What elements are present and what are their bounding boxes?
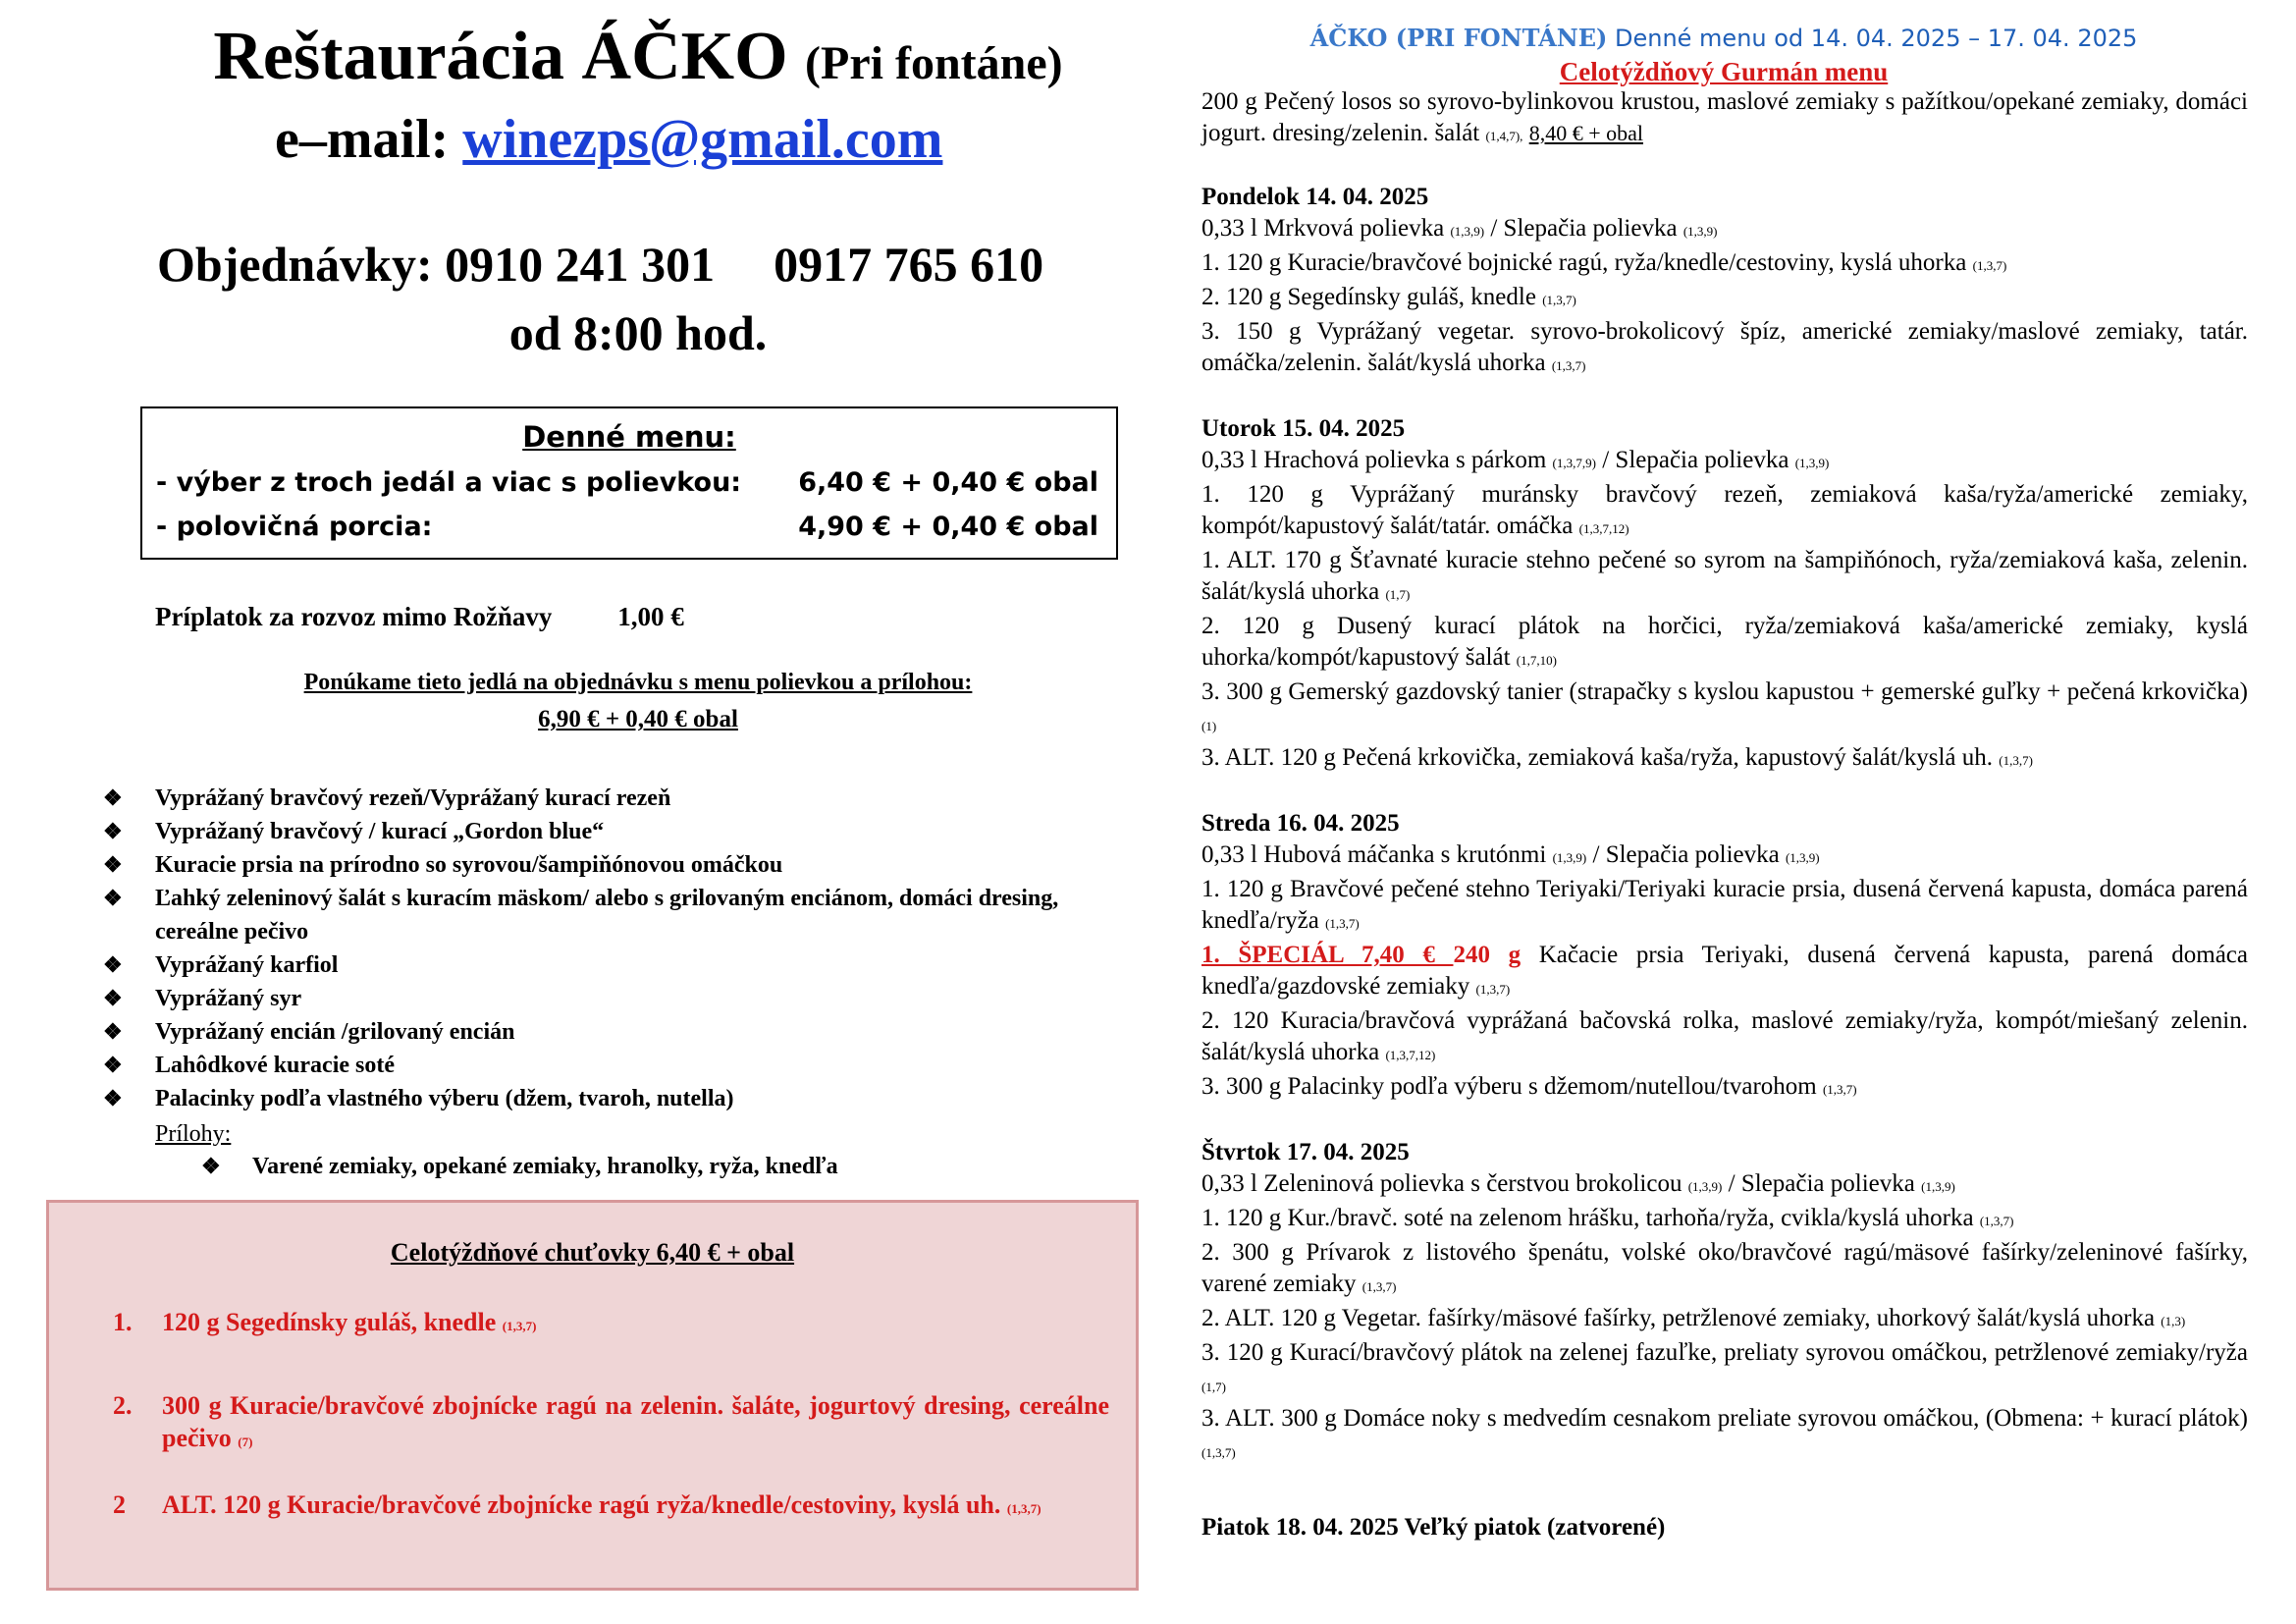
- diamond-bullet-icon: ❖: [201, 1154, 221, 1178]
- menu-line-text: 3. 120 g Kurací/bravčový plátok na zelenej fazuľke, preliaty syrovou omáčkou, petržlenové zemiaky/ryža: [1201, 1339, 2248, 1366]
- allergens: (1,4,7),: [1485, 129, 1523, 143]
- allergens: (7): [238, 1435, 253, 1449]
- menu-line: [1201, 1337, 2248, 1403]
- dish-item: [103, 1082, 1104, 1115]
- dish-name: Vyprážaný syr: [155, 986, 302, 1011]
- menu-line: [1201, 1237, 2248, 1303]
- menu-line-text: / Slepačia polievka: [1722, 1170, 1922, 1197]
- offer-price: 6,90 € + 0,40 € obal: [538, 706, 738, 732]
- menu-line: [1201, 839, 2248, 874]
- daily-menu-row-label: - výber z troch jedál a viac s polievkou:: [156, 467, 742, 498]
- allergens: (1,3,7): [1475, 982, 1511, 997]
- dish-name: Kuracie prsia na prírodno so syrovou/šampiňónovou omáčkou: [155, 852, 783, 878]
- restaurant-title: [0, 18, 1276, 96]
- diamond-bullet-icon: ❖: [103, 886, 123, 910]
- weekly-specials-heading: Celotýždňové chuťovky 6,40 € + obal: [390, 1238, 795, 1267]
- dish-name: Vyprážaný bravčový rezeň/Vyprážaný kurací rezeň: [155, 785, 671, 811]
- allergens: (1,3,9): [1794, 456, 1830, 470]
- menu-line: [1201, 611, 2248, 677]
- diamond-bullet-icon: ❖: [103, 819, 123, 843]
- weekly-specials-box: [46, 1200, 1139, 1591]
- weekly-item-name: ALT. 120 g Kuracie/bravčové zbojnícke ragú ryža/knedle/cestoviny, kyslá uh.: [162, 1490, 1001, 1519]
- menu-line-text: 2. 120 g Segedínsky guláš, knedle: [1201, 284, 1543, 310]
- special-label: 1. ŠPECIÁL 7,40 €: [1201, 942, 1454, 968]
- dish-name: Vyprážaný encián /grilovaný encián: [155, 1019, 515, 1045]
- allergens: (1): [1201, 719, 1217, 733]
- dish-item: [103, 982, 1104, 1015]
- day-title: Pondelok 14. 04. 2025: [1201, 184, 1429, 210]
- day-list: [1201, 182, 2248, 1469]
- orders-label: Objednávky:: [157, 237, 433, 292]
- allergens: (1,3,7): [1362, 1279, 1397, 1294]
- menu-line-text: 1. 120 g Kur./bravč. soté na zelenom hrášku, tarhoňa/ryža, cvikla/kyslá uhorka: [1201, 1205, 1980, 1231]
- menu-line: [1201, 479, 2248, 545]
- special-weight: 240 g: [1453, 942, 1522, 968]
- menu-line: [1201, 1303, 2248, 1337]
- day-section: [1201, 182, 2248, 382]
- menu-line-text: 2. ALT. 120 g Vegetar. fašírky/mäsové fašírky, petržlenové zemiaky, uhorkový šalát/kyslá uhorka: [1201, 1305, 2162, 1331]
- sides-label: Prílohy:: [155, 1121, 232, 1147]
- phone-number-1: 0910 241 301: [445, 237, 716, 292]
- diamond-bullet-icon: ❖: [103, 852, 123, 877]
- allergens: (1,3,7): [1979, 1214, 2014, 1228]
- restaurant-subtitle: (Pri fontáne): [805, 37, 1063, 89]
- allergens: (1,3,9): [1921, 1179, 1955, 1194]
- allergens: (1,3,9): [1450, 224, 1485, 239]
- sides-item: [201, 1154, 838, 1180]
- special-line: [1201, 940, 2248, 1005]
- dish-item: [103, 1049, 1104, 1082]
- allergens: (1,3,7,12): [1385, 1048, 1436, 1062]
- email-line: [275, 108, 942, 171]
- menu-line-text: 1. 120 g Kuracie/bravčové bojnické ragú, ryža/knedle/cestoviny, kyslá uhorka: [1201, 249, 1973, 276]
- allergens: (1,3,7): [1972, 258, 2007, 273]
- allergens: (1,3): [2161, 1314, 2186, 1328]
- day-title: Streda 16. 04. 2025: [1201, 810, 1400, 837]
- menu-line-text: 2. 120 Kuracia/bravčová vyprážaná bačovská rolka, maslové zemiaky/ryža, kompót/miešaný zelenin. šalát/kyslá uhorka: [1201, 1007, 2248, 1065]
- menu-line: [1201, 282, 2248, 316]
- menu-line: [1201, 1071, 2248, 1106]
- allergens: (1,3,9): [1682, 224, 1718, 239]
- diamond-bullet-icon: ❖: [103, 1019, 123, 1044]
- menu-line-text: 2. 300 g Prívarok z listového špenátu, volské oko/bravčové ragú/mäsové fašírky/zeleninové fašírky, varené zemiaky: [1201, 1239, 2248, 1297]
- dish-item: [103, 782, 1104, 815]
- menu-line-text: 1. ALT. 170 g Šťavnaté kuracie stehno pečené so syrom na šampiňónoch, ryža/zemiaková kaša, zelenin. šalát/kyslá uhorka: [1201, 547, 2248, 605]
- allergens: (1,3,7): [1201, 1445, 1236, 1460]
- daily-menu-row: [142, 512, 1116, 542]
- menu-line-text: 0,33 l Hrachová polievka s párkom: [1201, 447, 1553, 473]
- allergens: (1,3,9): [1687, 1179, 1723, 1194]
- dish-name: Lahôdkové kuracie soté: [155, 1053, 396, 1078]
- day-section: [1201, 808, 2248, 1106]
- allergens: (1,3,9): [1552, 850, 1587, 865]
- order-dish-list: [103, 782, 1104, 1115]
- menu-line: [1201, 1403, 2248, 1469]
- gourmet-text: 200 g Pečený losos so syrovo-bylinkovou krustou, maslové zemiaky s pažítkou/opekané zemiaky, domáci jogurt. dresing/zelenin. šalát: [1201, 88, 2248, 146]
- offer-text: Ponúkame tieto jedlá na objednávku s menu polievkou a prílohou:: [303, 670, 973, 695]
- gourmet-item: [1201, 86, 2248, 152]
- allergens: (1,7,10): [1516, 653, 1557, 668]
- weekly-item-name: 300 g Kuracie/bravčové zbojnícke ragú na zelenin. šaláte, jogurtový dresing, cereálne pečivo: [162, 1391, 1109, 1452]
- dish-name: Palacinky podľa vlastného výberu (džem, tvaroh, nutella): [155, 1086, 734, 1111]
- dish-name: Vyprážaný bravčový / kurací „Gordon blue“: [155, 819, 605, 844]
- menu-line: [1201, 742, 2248, 777]
- weekly-item-number: 2: [113, 1490, 126, 1519]
- phone-number-2: 0917 765 610: [774, 237, 1044, 292]
- menu-line-text: 1. 120 g Vyprážaný muránsky bravčový rezeň, zemiaková kaša/ryža/americké zemiaky, kompót/kapustový šalát/tatár. omáčka: [1201, 481, 2248, 539]
- menu-line-text: 3. ALT. 120 g Pečená krkovička, zemiaková kaša/ryža, kapustový šalát/kyslá uh.: [1201, 744, 2000, 771]
- diamond-bullet-icon: ❖: [103, 785, 123, 810]
- delivery-label: Príplatok za rozvoz mimo Rožňavy: [155, 602, 553, 631]
- weekly-item-number: 2.: [113, 1391, 133, 1420]
- daily-menu-row-price: 4,90 € + 0,40 € obal: [798, 512, 1098, 542]
- daily-menu-row-label: - polovičná porcia:: [156, 512, 433, 542]
- weekly-item-name: 120 g Segedínsky guláš, knedle: [162, 1308, 497, 1336]
- weekly-item-text: [162, 1389, 1109, 1458]
- daily-menu-heading: Denné menu:: [522, 420, 736, 454]
- menu-line: [1201, 874, 2248, 940]
- email-link[interactable]: winezps@gmail.com: [462, 109, 943, 170]
- daily-menu-row-price: 6,40 € + 0,40 € obal: [798, 467, 1098, 498]
- diamond-bullet-icon: ❖: [103, 1053, 123, 1077]
- dish-item: [103, 882, 1104, 948]
- menu-line-text: / Slepačia polievka: [1586, 841, 1786, 868]
- dish-item: [103, 1015, 1104, 1049]
- menu-line-text: 0,33 l Zeleninová polievka s čerstvou brokolicou: [1201, 1170, 1688, 1197]
- right-header: [1203, 24, 2244, 52]
- allergens: (1,3,7): [1822, 1082, 1857, 1097]
- day-title: Štvrtok 17. 04. 2025: [1201, 1139, 1410, 1165]
- gourmet-price: 8,40 € + obal: [1528, 121, 1643, 145]
- allergens: (1,3,9): [1785, 850, 1820, 865]
- diamond-bullet-icon: ❖: [103, 1086, 123, 1110]
- date-range: Denné menu od 14. 04. 2025 – 17. 04. 2025: [1607, 25, 2138, 52]
- menu-line: [1201, 1168, 2248, 1203]
- day-title: Utorok 15. 04. 2025: [1201, 415, 1406, 442]
- menu-line: [1201, 677, 2248, 742]
- email-label: e–mail:: [275, 109, 450, 170]
- dish-item: [103, 948, 1104, 982]
- menu-line-text: 2. 120 g Dusený kurací plátok na horčici, ryža/zemiaková kaša/americké zemiaky, kyslá uhorka/kompót/kapustový šalát: [1201, 613, 2248, 671]
- menu-line-text: 3. 300 g Palacinky podľa výberu s džemom/nutellou/tvarohom: [1201, 1073, 1823, 1100]
- closed-day: Piatok 18. 04. 2025 Veľký piatok (zatvorené): [1201, 1514, 1666, 1541]
- menu-line: [1201, 247, 2248, 282]
- menu-line-text: / Slepačia polievka: [1595, 447, 1795, 473]
- diamond-bullet-icon: ❖: [103, 986, 123, 1010]
- order-offer: [0, 670, 1276, 733]
- menu-line-text: / Slepačia polievka: [1484, 215, 1683, 242]
- diamond-bullet-icon: ❖: [103, 952, 123, 977]
- allergens: (1,3,7): [1999, 753, 2033, 768]
- day-section: [1201, 1137, 2248, 1469]
- menu-line: [1201, 545, 2248, 611]
- menu-line: [1201, 445, 2248, 479]
- allergens: (1,3,7): [1542, 293, 1576, 307]
- menu-line-text: Kačacie prsia Teriyaki, dusená červená kapusta, parená domáca knedľa/gazdovské zemiaky: [1201, 942, 2248, 1000]
- daily-menu-box: [140, 406, 1118, 560]
- menu-line: [1201, 316, 2248, 382]
- dish-name: Ľahký zeleninový šalát s kuracím mäskom/ alebo s grilovaným enciánom, domáci dresing, cereálne pečivo: [155, 886, 1059, 945]
- weekly-item-text: [162, 1489, 1041, 1525]
- menu-line: [1201, 1005, 2248, 1071]
- menu-line-text: 0,33 l Hubová máčanka s krutónmi: [1201, 841, 1553, 868]
- dish-item: [103, 848, 1104, 882]
- gourmet-heading: Celotýždňový Gurmán menu: [1559, 57, 1889, 86]
- menu-line-text: 3. 300 g Gemerský gazdovský tanier (strapačky s kyslou kapustou + gemerské guľky + pečená krkovička): [1201, 678, 2248, 705]
- allergens: (1,3,7): [1551, 358, 1586, 373]
- daily-menu-row: [142, 467, 1116, 498]
- menu-line-text: 3. ALT. 300 g Domáce noky s medvedím cesnakom preliate syrovou omáčkou, (Obmena: + kurací plátok): [1201, 1405, 2248, 1432]
- delivery-surcharge: [155, 602, 684, 632]
- dish-name: Vyprážaný karfiol: [155, 952, 339, 978]
- phone-line: [157, 236, 1043, 293]
- allergens: (1,3,7,9): [1552, 456, 1596, 470]
- weekly-item-number: 1.: [113, 1308, 133, 1336]
- weekly-item: [113, 1389, 1109, 1458]
- day-section: [1201, 413, 2248, 777]
- order-hours: od 8:00 hod.: [508, 305, 768, 360]
- menu-line: [1201, 1203, 2248, 1237]
- dish-item: [103, 815, 1104, 848]
- menu-line-text: 3. 150 g Vyprážaný vegetar. syrovo-brokolicový špíz, americké zemiaky/maslové zemiaky, tatár. omáčka/zelenin. šalát/kyslá uhorka: [1201, 318, 2248, 376]
- delivery-price: 1,00 €: [617, 602, 684, 631]
- weekly-item-text: [162, 1306, 536, 1342]
- allergens: (1,7): [1201, 1380, 1226, 1394]
- brand-name: ÁČKO (PRI FONTÁNE): [1309, 24, 1608, 52]
- weekly-item: [113, 1306, 1109, 1342]
- menu-line-text: 1. 120 g Bravčové pečené stehno Teriyaki/Teriyaki kuracie prsia, dusená červená kapusta, domáca parená knedľa/ryža: [1201, 876, 2248, 934]
- allergens: (1,3,7,12): [1578, 521, 1629, 536]
- sides-text: Varené zemiaky, opekané zemiaky, hranolky, ryža, knedľa: [252, 1154, 838, 1179]
- allergens: (1,3,7): [1006, 1501, 1041, 1516]
- allergens: (1,3,7): [502, 1319, 537, 1333]
- menu-line: [1201, 213, 2248, 247]
- menu-line-text: 0,33 l Mrkvová polievka: [1201, 215, 1451, 242]
- weekly-item: [113, 1489, 1109, 1525]
- allergens: (1,7): [1385, 587, 1411, 602]
- restaurant-name: Reštaurácia ÁČKO: [213, 19, 788, 94]
- allergens: (1,3,7): [1325, 916, 1360, 931]
- weekly-menu-body: [1201, 86, 2248, 1543]
